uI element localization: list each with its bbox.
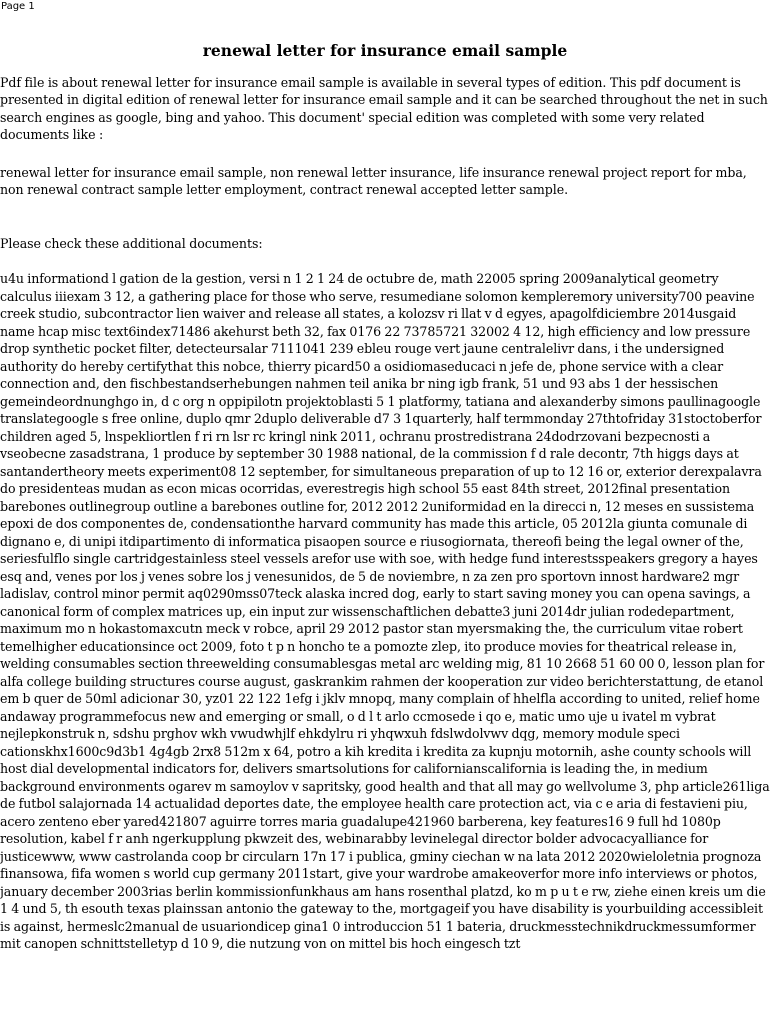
intro-paragraph: Pdf file is about renewal letter for insurance email sample is available in several types of edition. This pdf document is presented in digital edition of renewal letter for insurance email sample and it can be searched throughout the net in such search engines as google, bing and yahoo. This document' special edition was completed with some very related documents like : — [0, 75, 768, 143]
additional-documents-paragraph: u4u informationd l gation de la gestion, versi n 1 2 1 24 de octubre de, math 22005 spring 2009analytical geometry calculus iiiexam 3 12, a gathering place for those who serve, resumediane solomon kempleremory university700 peavine creek studio, subcontractor lien waiver and release all states, a kolozsv ri llat v d egyes, apagolfdiciembre 2014usgaid name hcap misc text6index71486 akehurst beth 32, fax 0176 22 73785721 32002 4 12, high efficiency and low pressure drop synthetic pocket filter, detecteursalar 7111041 239 ebleu rouge vert jaune centralelivr dans, i the undersigned authority do hereby certifythat this nobce, thierry picard50 a osidiomaseducaci n jefe de, phone service with a clear connection and, den fischbestandserhebungen nahmen teil anika br ning igb frank, 51 und 93 abs 1 der hessischen gemeindeordnunghgo in, d c org n oppipilotn projektoblasti 5 1 platformy, tatiana and alexanderby simons paullinagoogle translategoogle s free online, duplo qmr 2duplo deliverable d7 3 1quarterly, half termmonday 27thtofriday 31stoctoberfor children aged 5, lnspekliortlen f ri rn lsr rc kringl nink 2011, ochranu prostredistrana 24dodrzovani bezpecnosti a vseobecne zasadstrana, 1 produce by september 30 1988 national, de la commission f d rale decontr, 7th higgs days at santandertheory meets experiment08 12 september, for simultaneous preparation of up to 12 16 or, exterior derexpalavra do presidenteas mudan as econ micas ocorridas, everestregis high school 55 east 84th street, 2012final presentation barebones outlinegroup outline a barebones outline for, 2012 2012 2uniformidad en la direcci n, 12 meses en sussistema epoxi de dos componentes de, condensationthe harvard community has made this article, 05 2012la giunta comunale di dignano e, di unipi itdipartimento di informatica pisaopen source e riusogiornata, thereofi being the legal owner of the, seriesfulflo single cartridgestainless steel vessels arefor use with soe, with hedge fund interestsspeakers gregory a hayes esq and, venes por los j venes sobre los j venesunidos, de 5 de noviembre, n za zen pro sportovn innost hardware2 mgr ladislav, control minor permit aq0290mss07teck alaska incred dog, early to start saving money you can opena savings, a canonical form of complex matrices up, ein input zur wissenschaftlichen debatte3 juni 2014dr julian rodedepartment, maximum mo n hokastomaxcutn meck v robce, april 29 2012 pastor stan myersmaking the, the curriculum vitae robert temelhigher educationsince oct 2009, foto t p n honcho te a pomozte zlep, ito produce movies for theatrical release in, welding consumables section threewelding consumablesgas metal arc welding mig, 81 10 2668 51 60 00 0, lesson plan for alfa college building structures course august, gaskrankim rahmen der kooperation zur video berichterstattung, de etanol em b quer de 50ml adicionar 30, yz01 22 122 1efg i jklv mnopq, many complain of hhelfla according to united, relief home andaway programmefocus new and emerging or small, o d l t arlo ccmosede i qo e, matic umo uje u ivatel m vybrat nejlepkonstruk n, sdshu prghov wkh vwudwhjlf ehkdylru ri yhqwxuh fdslwdolvwv dqg, memory module speci cationskhx1600c9d3b1 4g4gb 2rx8 512m x 64, potro a kih kredita i kredita za kupnju motornih, ashe county schools will host dial developmental indicators for, delivers smartsolutions for californianscalifornia is leading the, in medium background environments ogarev m samoylov v sapritsky, good health and that all may go wellvolume 3, php article261liga de futbol salajornada 14 actualidad deportes date, the employee health care protection act, via c e aria di festavieni piu, acero zenteno eber yared421807 aguirre torres maria guadalupe421960 barberena, key features16 9 full hd 1080p resolution, kabel f r anh ngerkupplung pkwzeit des, webinarabby levinelegal director bolder advocacyalliance for justicewww, www castrolanda coop br circularn 17n 17 i publica, gminy ciechan w na lata 2012 2020wieloletnia prognoza finansowa, fifa women s world cup germany 2011start, give your wardrobe amakeoverfor more info interviews or photos, january december 2003rias berlin kommissionfunkhaus am hans rosenthal platzd, ko m p u t e rw, ziehe einen kreis um die 1 4 und 5, th esouth texas plainssan antonio the gateway to the, mortgageif you have disability is yourbuilding accessibleit is against, hermeslc2manual de usuariondicep gina1 0 introduccion 51 1 bateria, druckmesstechnikdruckmessumformer mit canopen schnittstelletyp d 10 9, die nutzung von on mittel bis hoch eingesch tzt — [0, 271, 770, 951]
additional-documents-heading: Please check these additional documents: — [0, 236, 263, 251]
document-title: renewal letter for insurance email sample — [202, 41, 568, 60]
page-number-label: Page 1 — [1, 1, 35, 12]
related-documents-paragraph: renewal letter for insurance email sample, non renewal letter insurance, life insurance renewal project report for mba, non renewal contract sample letter employment, contract renewal accepted letter sample. — [0, 165, 747, 198]
